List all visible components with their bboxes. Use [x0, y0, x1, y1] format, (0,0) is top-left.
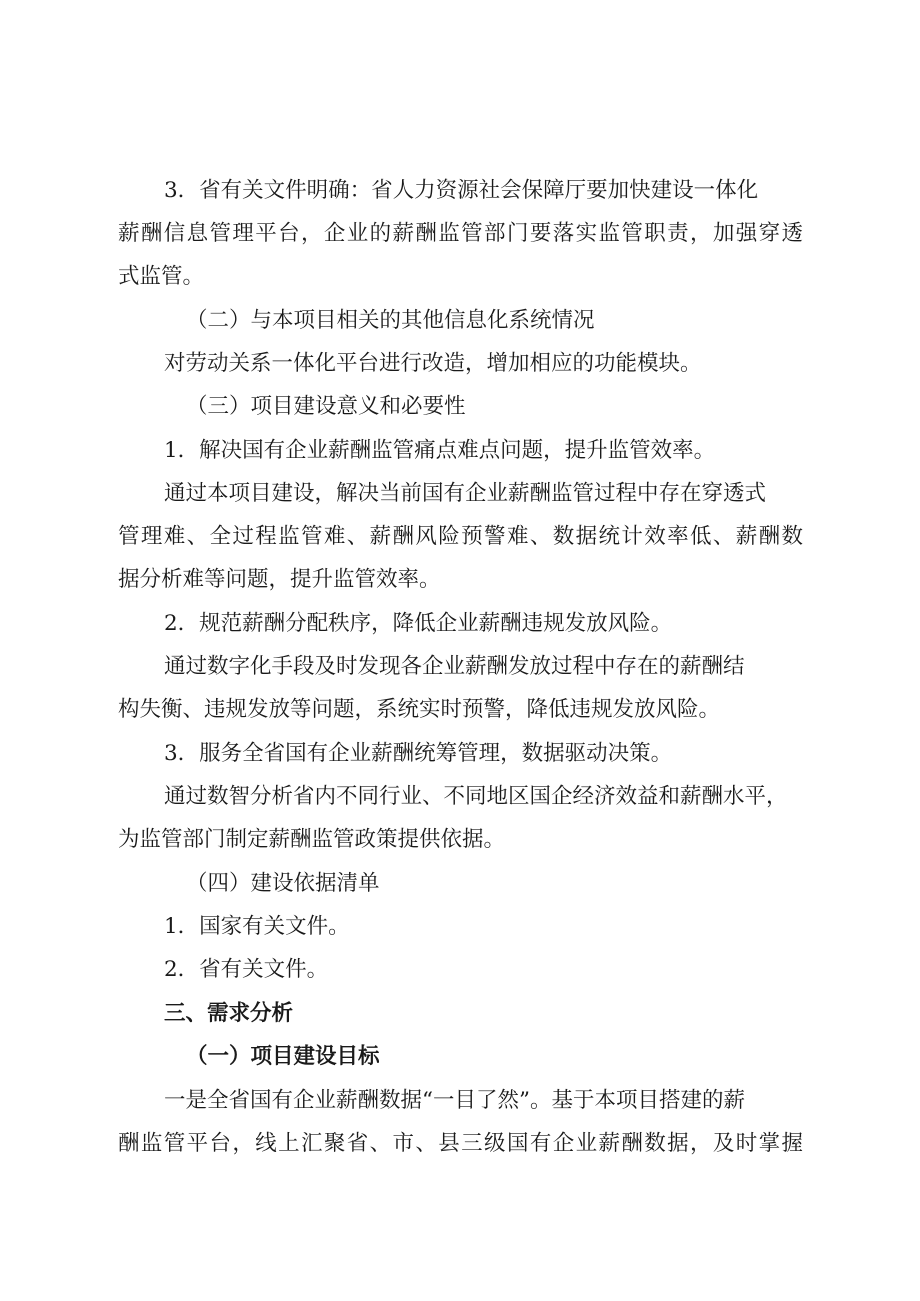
section-heading: （四）建设依据清单 [186, 871, 380, 896]
chapter-heading: 三、需求分析 [164, 1001, 294, 1026]
paragraph-line: 据分析难等问题，提升监管效率。 [118, 567, 441, 592]
section-heading: （一）项目建设目标 [186, 1044, 380, 1069]
section-heading: （三）项目建设意义和必要性 [186, 394, 466, 419]
paragraph-line: 对劳动关系一体化平台进行改造，增加相应的功能模块。 [164, 351, 702, 376]
paragraph-line: 1．解决国有企业薪酬监管痛点难点问题，提升监管效率。 [164, 438, 716, 463]
paragraph-line: 2．省有关文件。 [164, 957, 329, 982]
paragraph-line: 一是全省国有企业薪酬数据“一目了然”。基于本项目搭建的薪 [164, 1088, 745, 1113]
paragraph-line: 通过本项目建设，解决当前国有企业薪酬监管过程中存在穿透式 [164, 481, 767, 506]
paragraph-line: 通过数字化手段及时发现各企业薪酬发放过程中存在的薪酬结 [164, 654, 745, 679]
paragraph-line: 3．省有关文件明确：省人力资源社会保障厅要加快建设一体化 [164, 178, 759, 203]
paragraph-line: 为监管部门制定薪酬监管政策提供依据。 [118, 827, 506, 852]
paragraph-line: 酬监管平台，线上汇聚省、市、县三级国有企业薪酬数据，及时掌握 [118, 1131, 803, 1156]
paragraph-line: 通过数智分析省内不同行业、不同地区国企经济效益和薪酬水平， [164, 784, 788, 809]
paragraph-line: 薪酬信息管理平台，企业的薪酬监管部门要落实监管职责，加强穿透 [118, 221, 803, 246]
paragraph-line: 3．服务全省国有企业薪酬统筹管理，数据驱动决策。 [164, 741, 673, 766]
section-heading: （二）与本项目相关的其他信息化系统情况 [186, 308, 595, 333]
paragraph-line: 1．国家有关文件。 [164, 914, 350, 939]
paragraph-line: 管理难、全过程监管难、薪酬风险预警难、数据统计效率低、薪酬数 [118, 524, 803, 549]
paragraph-line: 式监管。 [118, 264, 205, 289]
paragraph-line: 构失衡、违规发放等问题，系统实时预警，降低违规发放风险。 [118, 697, 721, 722]
paragraph-line: 2．规范薪酬分配秩序，降低企业薪酬违规发放风险。 [164, 611, 673, 636]
